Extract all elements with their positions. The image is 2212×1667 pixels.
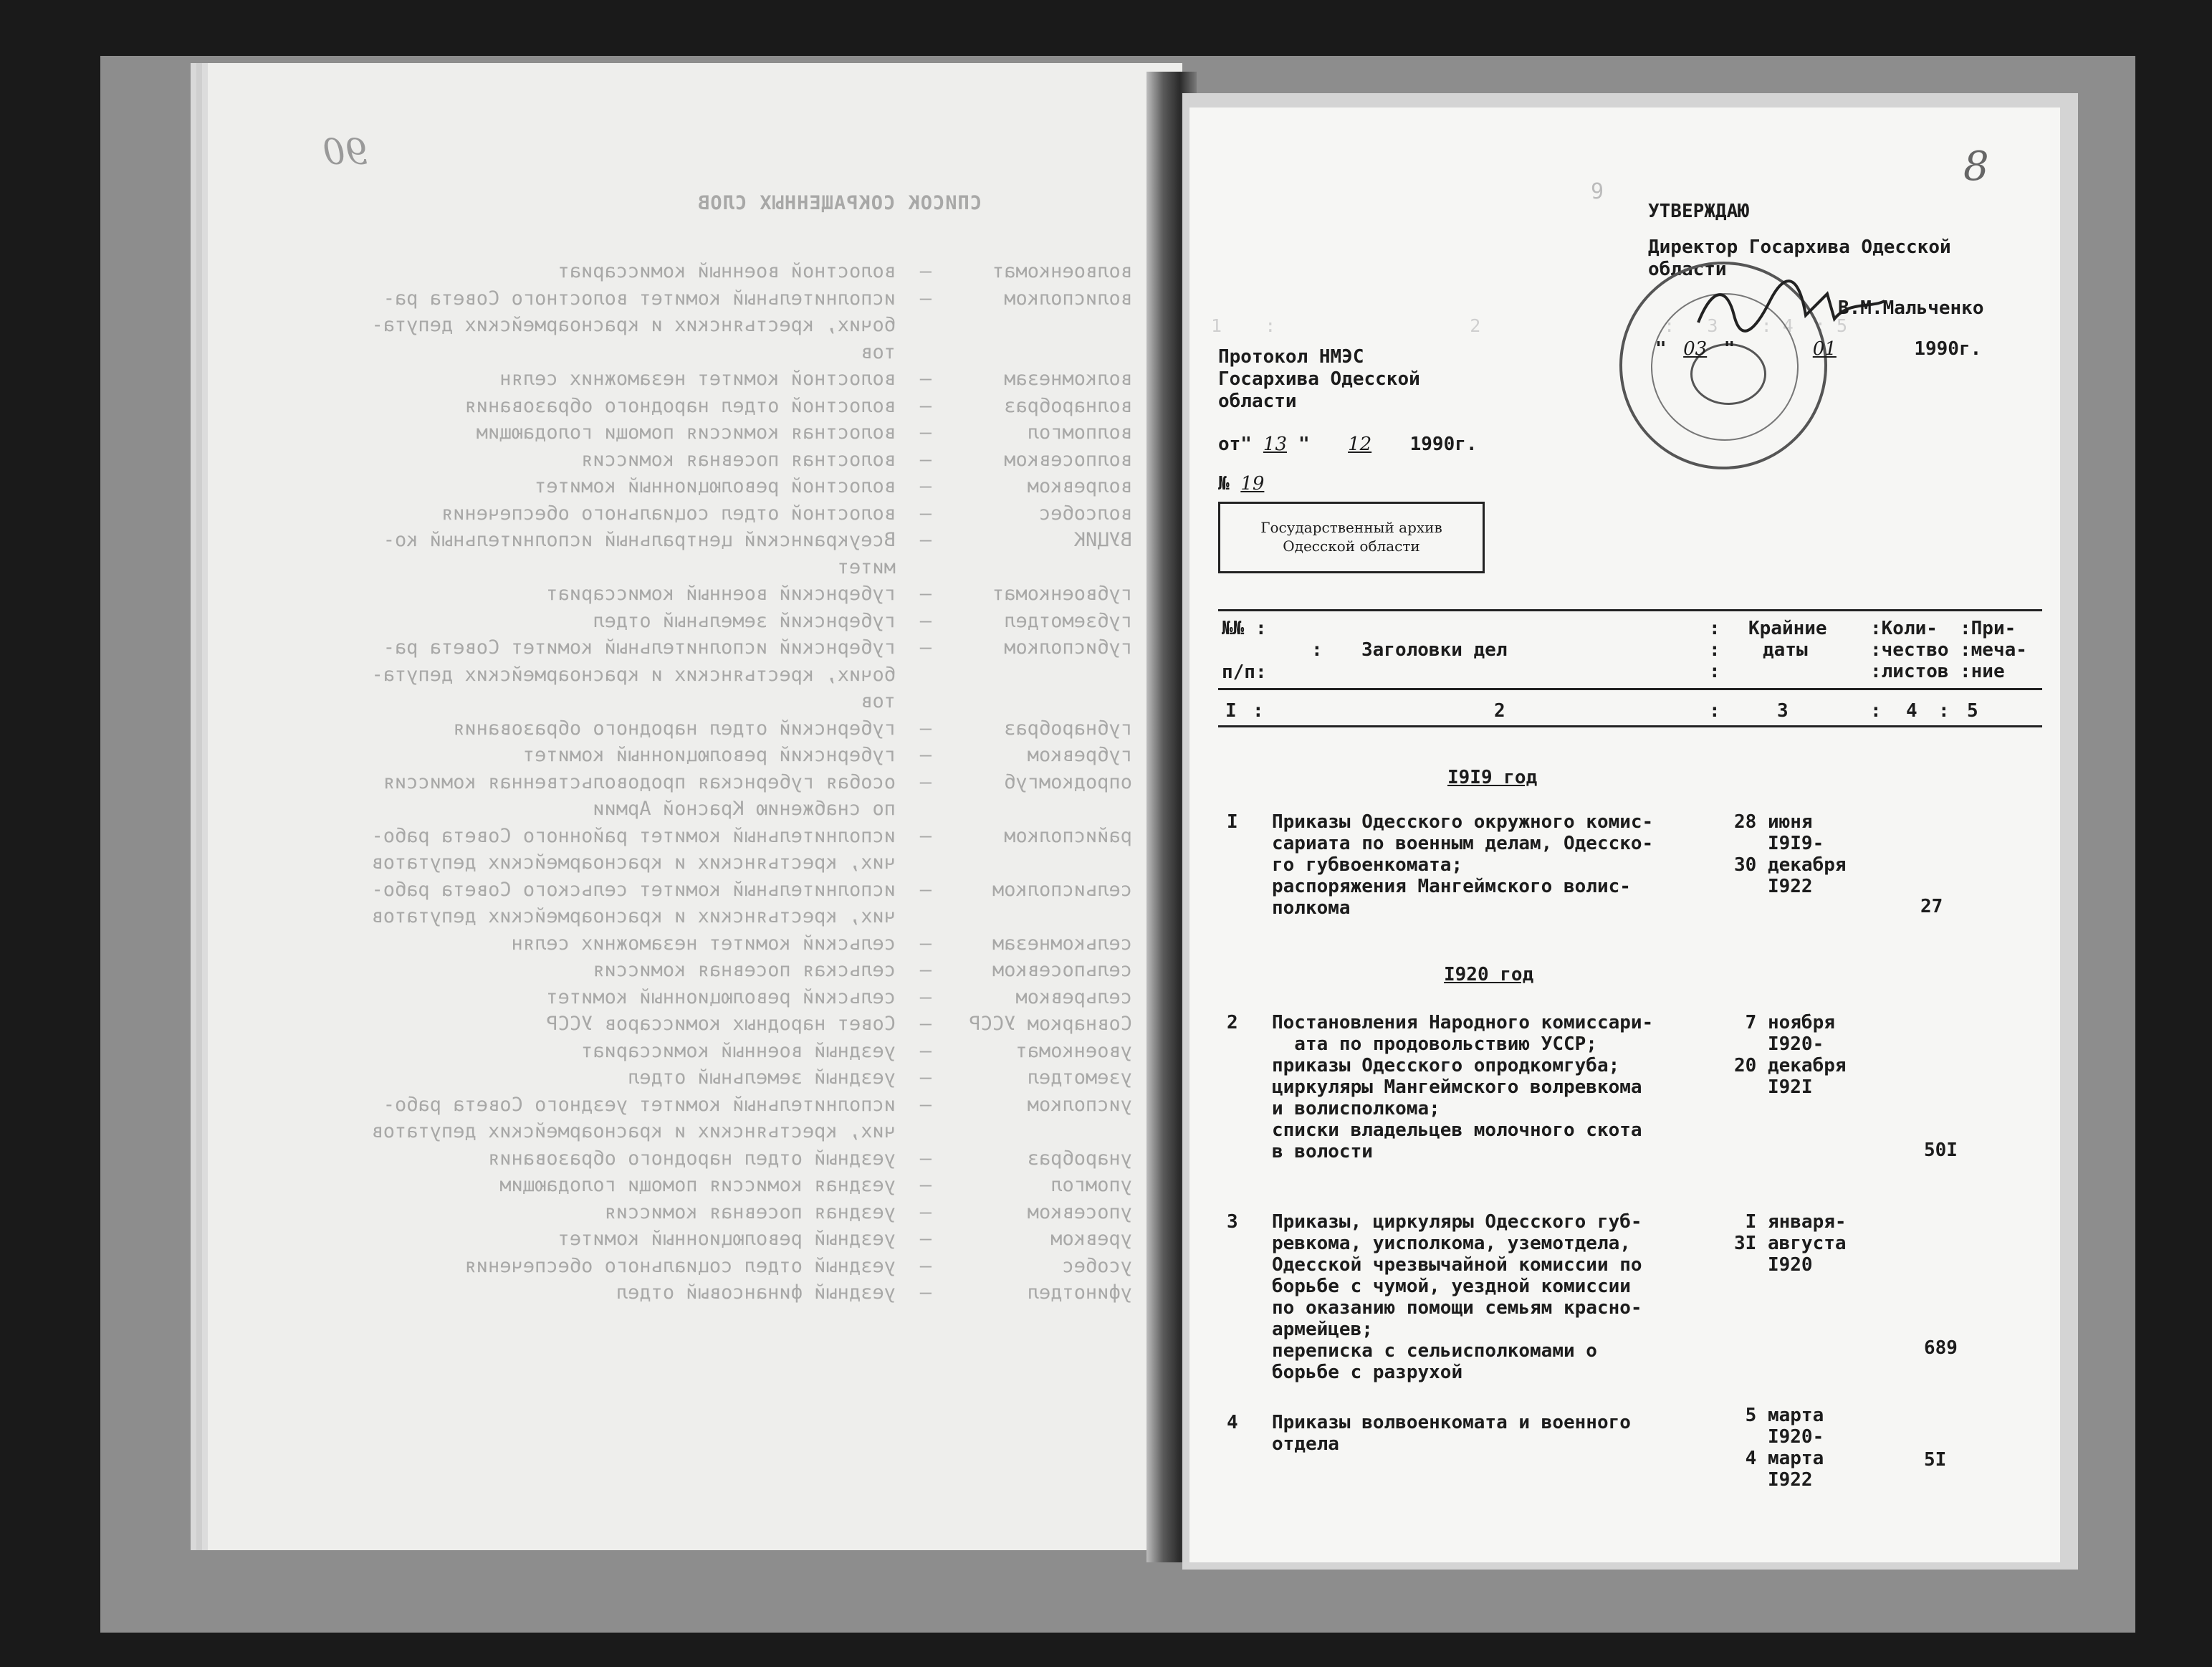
mirrored-entry [535, 472, 1132, 502]
mirrored-abbr: волкомнезам [1004, 368, 1132, 390]
col-sheets-header-c: :листов [1870, 661, 1949, 682]
mirrored-definition: исполнительный комитет районного Совета рабо- [371, 824, 896, 847]
mirrored-abbr: волисполком [1004, 287, 1132, 310]
entry-title: Приказы, циркуляры Одесского губ- ревкома, уисполкома, уземотдела, Одесской чрезвычайной комиссии по борьбе с чумой, уездной комиссии по оказанию помощи семьям красно- армейцев; переписка с сельисполкомами о борьбе с разрухой [1272, 1211, 1642, 1383]
mirrored-entry [441, 499, 1132, 529]
mirrored-dash: – [919, 1281, 932, 1304]
left-page [208, 63, 1182, 1550]
mirrored-definition: уездная посевная комиссия [604, 1200, 896, 1223]
col-separator: : [1253, 700, 1264, 722]
col-separator: : [1938, 700, 1950, 722]
mirrored-abbr: губревком [1027, 744, 1132, 766]
mirrored-definition: уездная комиссия помощи голодающим [499, 1174, 896, 1196]
mirrored-dash: – [919, 744, 932, 766]
entry-title: Приказы волвоенкомата и военного отдела [1272, 1412, 1631, 1455]
entry-dates: 5 марта I920- 4 марта I922 [1745, 1405, 1824, 1491]
mirrored-definition: бочих, крестьянских и красноармейских депута- [371, 663, 896, 686]
mirrored-dash: – [919, 1066, 932, 1089]
mirrored-definition: чих, крестьянских и красноармейских депутатов [371, 851, 896, 874]
protocol-number-value: 19 [1240, 473, 1265, 495]
mirrored-abbr: сельревком [1015, 985, 1132, 1008]
col-index-1: I [1225, 700, 1237, 722]
mirrored-entry [546, 579, 1132, 609]
mirrored-entry [546, 1009, 1132, 1039]
protocol-day: 13 [1263, 434, 1288, 455]
mirrored-definition: уездный финансовый отдел [616, 1281, 896, 1304]
table-index-rule [1218, 725, 2042, 727]
entry-dates: 28 июня I9I9- 30 декабря I922 [1734, 811, 1847, 897]
mirrored-dash: – [919, 1147, 932, 1170]
mirrored-entry [861, 338, 1132, 368]
mirrored-entry [581, 445, 1132, 475]
entry-number: 2 [1227, 1012, 1238, 1033]
mirrored-abbr: губвоенкомат [992, 583, 1132, 605]
mirrored-definition: сельский революционный комитет [546, 985, 896, 1008]
mirrored-definition: волостной комитет незаможних селян [499, 368, 896, 390]
entry-number: I [1227, 811, 1238, 833]
col-notes-header-a: :При- [1960, 618, 2016, 639]
mirrored-entry [372, 902, 1133, 932]
mirrored-dash: – [919, 448, 932, 471]
mirrored-abbr: усобес [1062, 1254, 1132, 1277]
mirrored-entry [453, 714, 1132, 744]
approval-signatory: В.М.Мальченко [1838, 297, 1984, 319]
entry-title: Приказы Одесского окружного комис- сариата по военным делам, Одесско- го губвоенкомата; распоряжения Мангеймского волис- полкома [1272, 811, 1654, 919]
mirrored-definition: чих, крестьянских и красноармейских депутатов [371, 905, 896, 927]
entry-sheets: 689 [1924, 1337, 1958, 1359]
archive-stamp-line2: Одесской области [1283, 538, 1420, 555]
mirrored-entry [477, 418, 1132, 448]
mirrored-abbr: волпомгол [1027, 421, 1132, 444]
mirrored-abbr: унаробраз [1027, 1147, 1132, 1170]
mirrored-dash: – [919, 287, 932, 310]
mirrored-entry [558, 1224, 1132, 1254]
approval-month: 01 [1812, 338, 1837, 360]
mirrored-entry [383, 768, 1132, 798]
mirrored-definition: уездный военный комиссариат [581, 1039, 896, 1062]
mirrored-entry [488, 1144, 1132, 1174]
protocol-line3: области [1218, 391, 1297, 412]
mirrored-abbr: волсобес [1038, 502, 1132, 525]
mirrored-entry [383, 284, 1132, 314]
mirrored-definition: губернский исполнительный комитет Совета ра- [383, 636, 896, 659]
mirrored-entry [383, 525, 1132, 555]
mirrored-dash: – [919, 824, 932, 847]
mirrored-dash: – [919, 529, 932, 551]
mirrored-dash: – [919, 1174, 932, 1196]
mirrored-entry [499, 1170, 1132, 1200]
mirrored-dash: – [919, 932, 932, 955]
mirrored-abbr: ВУЦИК [1073, 529, 1132, 551]
mirrored-definition: исполнительный комитет волостного Совета ра- [383, 287, 896, 310]
entry-sheets: 50I [1924, 1140, 1958, 1161]
mirrored-entry [512, 929, 1132, 959]
year-heading-1920: I920 год [1444, 964, 1534, 985]
col-number-header-b: п/п: [1222, 661, 1267, 683]
mirrored-entry [372, 875, 1133, 905]
mirrored-bleedthrough [208, 63, 1182, 1550]
mirrored-entry [593, 955, 1132, 985]
col-sheets-header-a: :Коли- [1870, 618, 1938, 639]
col-separator: : [1870, 700, 1882, 722]
mirrored-definition: чих, крестьянских и красноармейских депутатов [371, 1120, 896, 1142]
mirrored-entry [383, 1090, 1132, 1120]
mirrored-definition: волостной отдел народного образования [464, 394, 896, 417]
entry-number: 3 [1227, 1211, 1238, 1233]
mirrored-dash: – [919, 1228, 932, 1250]
entry-title: Постановления Народного комиссари- ата по продовольствию УССР; приказы Одесского опродкомгуба; циркуляры Мангеймского волревкома и волисполкома; списки владельцев молочного скота в волости [1272, 1012, 1654, 1162]
mirrored-abbr: райисполком [1004, 824, 1132, 847]
mirrored-abbr: опродкомгуб [1004, 770, 1132, 793]
mirrored-abbr: упосевком [1027, 1200, 1132, 1223]
mirrored-definition: по снабжению Красной Армии [593, 798, 896, 820]
mirrored-dash: – [919, 959, 932, 981]
mirrored-entry [372, 821, 1133, 851]
mirrored-abbr: уисполком [1027, 1093, 1132, 1116]
mirrored-definition: волостной революционный комитет [535, 475, 896, 497]
mirrored-definition: сельский комитет незаможних селян [511, 932, 896, 955]
col-index-4: 4 [1906, 700, 1917, 722]
mirrored-entry [465, 1251, 1132, 1281]
entry-dates: I января- 3I августа I920 [1734, 1211, 1847, 1276]
right-page [1189, 108, 2060, 1562]
mirrored-definition: губернский отдел народного образования [453, 717, 896, 740]
mirrored-entry [383, 633, 1132, 663]
mirrored-definition: уездный революционный комитет [557, 1228, 896, 1250]
archive-stamp-line1: Государственный архив [1260, 519, 1442, 536]
mirrored-abbr: увоенкомат [1015, 1039, 1132, 1062]
mirrored-abbr: сельпосевком [992, 959, 1132, 981]
mirrored-entry [546, 983, 1132, 1013]
mirrored-definition: губернский революционный комитет [522, 744, 896, 766]
mirrored-abbr: губисполком [1004, 636, 1132, 659]
mirrored-entry [581, 1036, 1132, 1066]
ghost-page-number: 9 [1591, 179, 1604, 204]
col-index-3: 3 [1777, 700, 1789, 722]
mirrored-entry [372, 848, 1133, 878]
protocol-line2: Госархива Одесской [1218, 368, 1420, 390]
col-sheets-header-b: :чество [1870, 639, 1949, 661]
mirrored-dash: – [919, 770, 932, 793]
mirrored-abbr: Совнарком УССР [969, 1013, 1132, 1035]
mirrored-definition: исполнительный комитет уездного Совета рабо- [383, 1093, 896, 1116]
mirrored-definition: тов [861, 690, 896, 712]
mirrored-abbr: уревком [1050, 1228, 1132, 1250]
mirrored-definition: уездный земельный отдел [628, 1066, 896, 1089]
mirrored-entry [605, 1198, 1132, 1228]
mirrored-dash: – [919, 583, 932, 605]
protocol-number: № 19 [1218, 473, 1291, 495]
mirrored-definition: исполнительный комитет сельского Совета рабо- [371, 878, 896, 901]
mirrored-dash: – [919, 1093, 932, 1116]
mirrored-dash: – [919, 985, 932, 1008]
mirrored-abbr: волнаробраз [1004, 394, 1132, 417]
mirrored-entry [523, 740, 1132, 770]
mirrored-dash: – [919, 609, 932, 632]
col-notes-header-c: :ние [1960, 661, 2005, 682]
col-notes-header-b: :меча- [1960, 639, 2027, 661]
mirrored-entry [372, 310, 1133, 340]
mirrored-entry [861, 687, 1132, 717]
mirrored-entry [628, 1063, 1132, 1093]
col-index-5: 5 [1967, 700, 1978, 722]
archive-sheet-number: 8 [1963, 143, 1989, 190]
ghost-text: 1 : 2 : 3 : 4 : 5 [1211, 315, 1848, 336]
mirrored-definition: сельская посевная комиссия [593, 959, 896, 981]
entry-number: 4 [1227, 1412, 1238, 1433]
col-separator: : : : [1709, 618, 1720, 682]
mirrored-dash: – [919, 421, 932, 444]
mirrored-dash: – [919, 394, 932, 417]
mirrored-abbr: сельисполком [992, 878, 1132, 901]
table-top-rule [1218, 609, 2042, 611]
mirrored-entry [838, 553, 1132, 583]
mirrored-definition: волостная посевная комиссия [581, 448, 896, 471]
approval-date: " 03 " 01 1990г. [1655, 338, 1982, 360]
mirrored-dash: – [919, 475, 932, 497]
mirrored-entry [593, 794, 1132, 824]
mirrored-entry [372, 660, 1133, 690]
mirrored-dash: – [919, 1200, 932, 1223]
mirrored-definition: уездный отдел социального обеспечения [464, 1254, 896, 1277]
protocol-date: от" 13 " 12 1990г. [1218, 434, 1478, 455]
mirrored-definition: митет [837, 555, 896, 578]
col-separator: : [1709, 700, 1720, 722]
mirrored-abbr: волвоенкомат [992, 260, 1132, 282]
mirrored-abbr: уземотдел [1027, 1066, 1132, 1089]
mirrored-abbr: селькомнезам [992, 932, 1132, 955]
mirrored-entry [372, 1117, 1133, 1147]
mirrored-dash: – [919, 1254, 932, 1277]
mirrored-definition: губернский земельный отдел [593, 609, 896, 632]
mirrored-entry [593, 606, 1132, 636]
entry-sheets: 5I [1924, 1449, 1947, 1471]
mirrored-definition: волостной военный комиссариат [557, 260, 896, 282]
mirrored-title: СПИСОК СОКРАЩЕННЫХ СЛОВ [697, 192, 982, 214]
approval-title: УТВЕРЖДАЮ [1648, 201, 1749, 222]
pencil-mark: 90 [322, 131, 368, 173]
col-dates-header-a: Крайние [1748, 618, 1827, 639]
mirrored-definition: особая губернская продовольственная комиссия [383, 770, 896, 793]
mirrored-abbr: губземотдел [1004, 609, 1132, 632]
mirrored-dash: – [919, 502, 932, 525]
mirrored-definition: Всеукраинский центральный исполнительный ко- [383, 529, 896, 551]
entry-sheets: 27 [1920, 896, 1943, 917]
mirrored-abbr: губнаробраз [1004, 717, 1132, 740]
mirrored-entry [465, 391, 1132, 421]
protocol-line1: Протокол НМЭС [1218, 346, 1364, 368]
mirrored-definition: бочих, крестьянских и красноармейских депута- [371, 314, 896, 336]
mirrored-dash: – [919, 878, 932, 901]
mirrored-definition: волостная комиссия помощи голодающим [476, 421, 896, 444]
mirrored-abbr: волревком [1027, 475, 1132, 497]
approval-position-2: области [1648, 259, 1727, 280]
table-header-rule [1218, 688, 2042, 690]
mirrored-dash: – [919, 1039, 932, 1062]
mirrored-abbr: волпосевком [1004, 448, 1132, 471]
protocol-month: 12 [1348, 434, 1372, 455]
mirrored-dash: – [919, 636, 932, 659]
year-heading-1919: I9I9 год [1447, 767, 1538, 788]
approval-day: 03 [1683, 338, 1708, 360]
col-dates-header-b: даты [1763, 639, 1808, 661]
mirrored-entry [558, 257, 1132, 287]
mirrored-definition: Совет народных комиссаров УССР [546, 1013, 896, 1035]
mirrored-definition: тов [861, 340, 896, 363]
mirrored-entry [616, 1278, 1132, 1308]
mirrored-dash: – [919, 260, 932, 282]
approval-position: Директор Госархива Одесской [1648, 237, 1951, 258]
mirrored-definition: волостной отдел социального обеспечения [441, 502, 896, 525]
col-number-header-a: №№ : [1222, 618, 1267, 639]
mirrored-abbr: уфинотдел [1027, 1281, 1132, 1304]
mirrored-abbr: упомгол [1050, 1174, 1132, 1196]
col-title-header: Заголовки дел [1361, 639, 1508, 661]
archive-stamp [1218, 502, 1485, 573]
mirrored-dash: – [919, 1013, 932, 1035]
mirrored-entry [499, 364, 1132, 394]
mirrored-definition: губернский военный комиссариат [546, 583, 896, 605]
col-index-2: 2 [1494, 700, 1505, 722]
mirrored-definition: уездный отдел народного образования [488, 1147, 896, 1170]
mirrored-dash: – [919, 717, 932, 740]
col-separator: : [1311, 639, 1323, 661]
mirrored-dash: – [919, 368, 932, 390]
entry-dates: 7 ноября I920- 20 декабря I92I [1734, 1012, 1847, 1098]
